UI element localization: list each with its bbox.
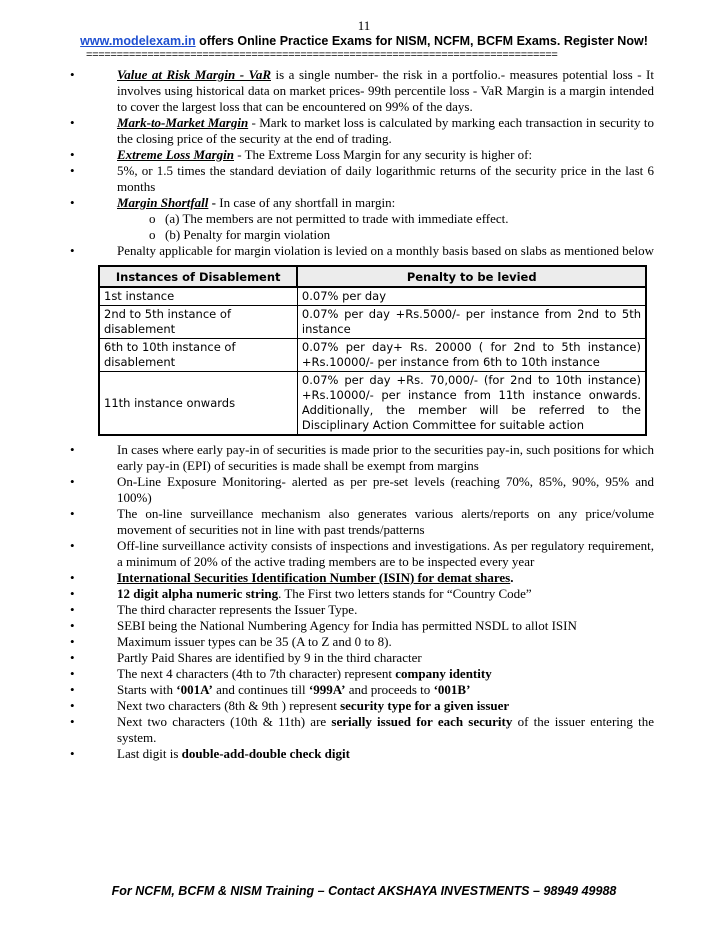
- table-cell: 6th to 10th instance of disablement: [99, 339, 297, 372]
- list-item: • Last digit is double-add-double check digit: [70, 746, 350, 761]
- table-cell: 0.07% per day +Rs.5000/- per instance from 2nd to 5th instance: [297, 306, 646, 339]
- list-item: • Partly Paid Shares are identified by 9 in the third character: [70, 650, 422, 665]
- page-body: [70, 67, 654, 762]
- list-item: • In cases where early pay-in of securities is made prior to the securities pay-in, such positions for which early pay-in (EPI) of securities is made shall be exempt from margins: [70, 442, 654, 473]
- bullet-icon: •: [70, 746, 75, 761]
- table-row: [99, 372, 646, 436]
- bullet-icon: •: [70, 602, 75, 617]
- bullet-icon: •: [70, 714, 75, 729]
- sub-list: [117, 211, 654, 243]
- bullet-icon: •: [70, 634, 75, 649]
- bullet-icon: •: [70, 67, 75, 82]
- table-header-row: [99, 266, 646, 287]
- header-banner: [0, 34, 728, 48]
- list-item: • Starts with ‘001A’ and continues till ‘999A’ and proceeds to ‘001B’: [70, 682, 471, 697]
- bullet-icon: •: [70, 506, 75, 521]
- bullet-icon: •: [70, 698, 75, 713]
- bullet-icon: •: [70, 474, 75, 489]
- sub-list-item: o (a) The members are not permitted to trade with immediate effect.: [149, 211, 509, 226]
- table-cell: 0.07% per day+ Rs. 20000 ( for 2nd to 5th instance) +Rs.10000/- per instance from 6th to 10th instance: [297, 339, 646, 372]
- list-item: • On-Line Exposure Monitoring- alerted as per pre-set levels (reaching 70%, 85%, 90%, 95% and 100%): [70, 474, 654, 505]
- table-row: [99, 306, 646, 339]
- list-item: • 12 digit alpha numeric string. The First two letters stands for “Country Code”: [70, 586, 532, 601]
- bullet-icon: •: [70, 682, 75, 697]
- penalty-table: [98, 265, 647, 436]
- column-header: Instances of Disablement: [99, 266, 297, 287]
- bullet-icon: •: [70, 243, 75, 258]
- bullet-icon: •: [70, 163, 75, 178]
- bullet-icon: •: [70, 650, 75, 665]
- sub-list-item: o (b) Penalty for margin violation: [149, 227, 331, 242]
- table-cell: 0.07% per day +Rs. 70,000/- (for 2nd to 10th instance) +Rs.10000/- per instance from 11th instance onwards. Additionally, the member will be referred to the Disciplinary Action Committee for suitable action: [297, 372, 646, 436]
- circle-bullet-icon: o: [149, 227, 156, 242]
- bullet-icon: •: [70, 147, 75, 162]
- bullet-icon: •: [70, 442, 75, 457]
- list-item: • Extreme Loss Margin - The Extreme Loss Margin for any security is higher of:: [70, 147, 533, 162]
- list-item: • Margin Shortfall - In case of any shortfall in margin: o (a) The members are not permitted to trade with immediate effect. o (b) Penalty for margin violation: [70, 195, 654, 243]
- bullet-list-top: [70, 67, 654, 259]
- page-number: 11: [357, 18, 371, 33]
- bullet-icon: •: [70, 538, 75, 553]
- list-item: • Mark-to-Market Margin - Mark to market loss is calculated by marking each transaction in security to the closing price of the security at the end of trading.: [70, 115, 654, 146]
- bullet-icon: •: [70, 195, 75, 210]
- table-cell: 1st instance: [99, 287, 297, 306]
- list-item: • Next two characters (8th & 9th ) represent security type for a given issuer: [70, 698, 510, 713]
- column-header: Penalty to be levied: [297, 266, 646, 287]
- table-cell: 2nd to 5th instance of disablement: [99, 306, 297, 339]
- bullet-icon: •: [70, 586, 75, 601]
- list-item: • The next 4 characters (4th to 7th character) represent company identity: [70, 666, 492, 681]
- circle-bullet-icon: o: [149, 211, 156, 226]
- list-item: • The on-line surveillance mechanism also generates various alerts/reports on any price/volume movement of securities not in line with past trends/patterns: [70, 506, 654, 537]
- table-row: [99, 287, 646, 306]
- table-cell: 11th instance onwards: [99, 372, 297, 436]
- bullet-icon: •: [70, 115, 75, 130]
- list-item: • The third character represents the Issuer Type.: [70, 602, 358, 617]
- list-item: • 5%, or 1.5 times the standard deviation of daily logarithmic returns of the security price in the last 6 months: [70, 163, 654, 194]
- bullet-icon: •: [70, 666, 75, 681]
- list-item: • SEBI being the National Numbering Agency for India has permitted NSDL to allot ISIN: [70, 618, 577, 633]
- header-text: offers Online Practice Exams for NISM, NCFM, BCFM Exams. Register Now!: [195, 34, 648, 48]
- bullet-icon: •: [70, 618, 75, 633]
- list-item: • International Securities Identification Number (ISIN) for demat shares.: [70, 570, 514, 585]
- list-item: • Value at Risk Margin - VaR is a single number- the risk in a portfolio.- measures potential loss - It involves using historical data on market prices- 99th percentile loss - VaR Margin is a margin intended to cover the largest loss that can be encountered on 99% of the days.: [70, 67, 654, 114]
- footer-banner: For NCFM, BCFM & NISM Training – Contact AKSHAYA INVESTMENTS – 98949 49988: [111, 884, 617, 898]
- list-item: • Maximum issuer types can be 35 (A to Z and 0 to 8).: [70, 634, 392, 649]
- bullet-list-bottom: [70, 442, 654, 762]
- bullet-icon: •: [70, 570, 75, 585]
- header-link[interactable]: www.modelexam.in: [80, 34, 196, 48]
- list-item: • Next two characters (10th & 11th) are serially issued for each security of the issuer entering the system.: [70, 714, 654, 745]
- list-item: • Penalty applicable for margin violation is levied on a monthly basis based on slabs as mentioned below: [70, 243, 654, 258]
- table-cell: 0.07% per day: [297, 287, 646, 306]
- list-item: • Off-line surveillance activity consists of inspections and investigations. As per regulatory requirement, a minimum of 20% of the active trading members are to be inspected every year: [70, 538, 654, 569]
- separator-rule: =============================================================================: [86, 52, 558, 60]
- table-row: [99, 339, 646, 372]
